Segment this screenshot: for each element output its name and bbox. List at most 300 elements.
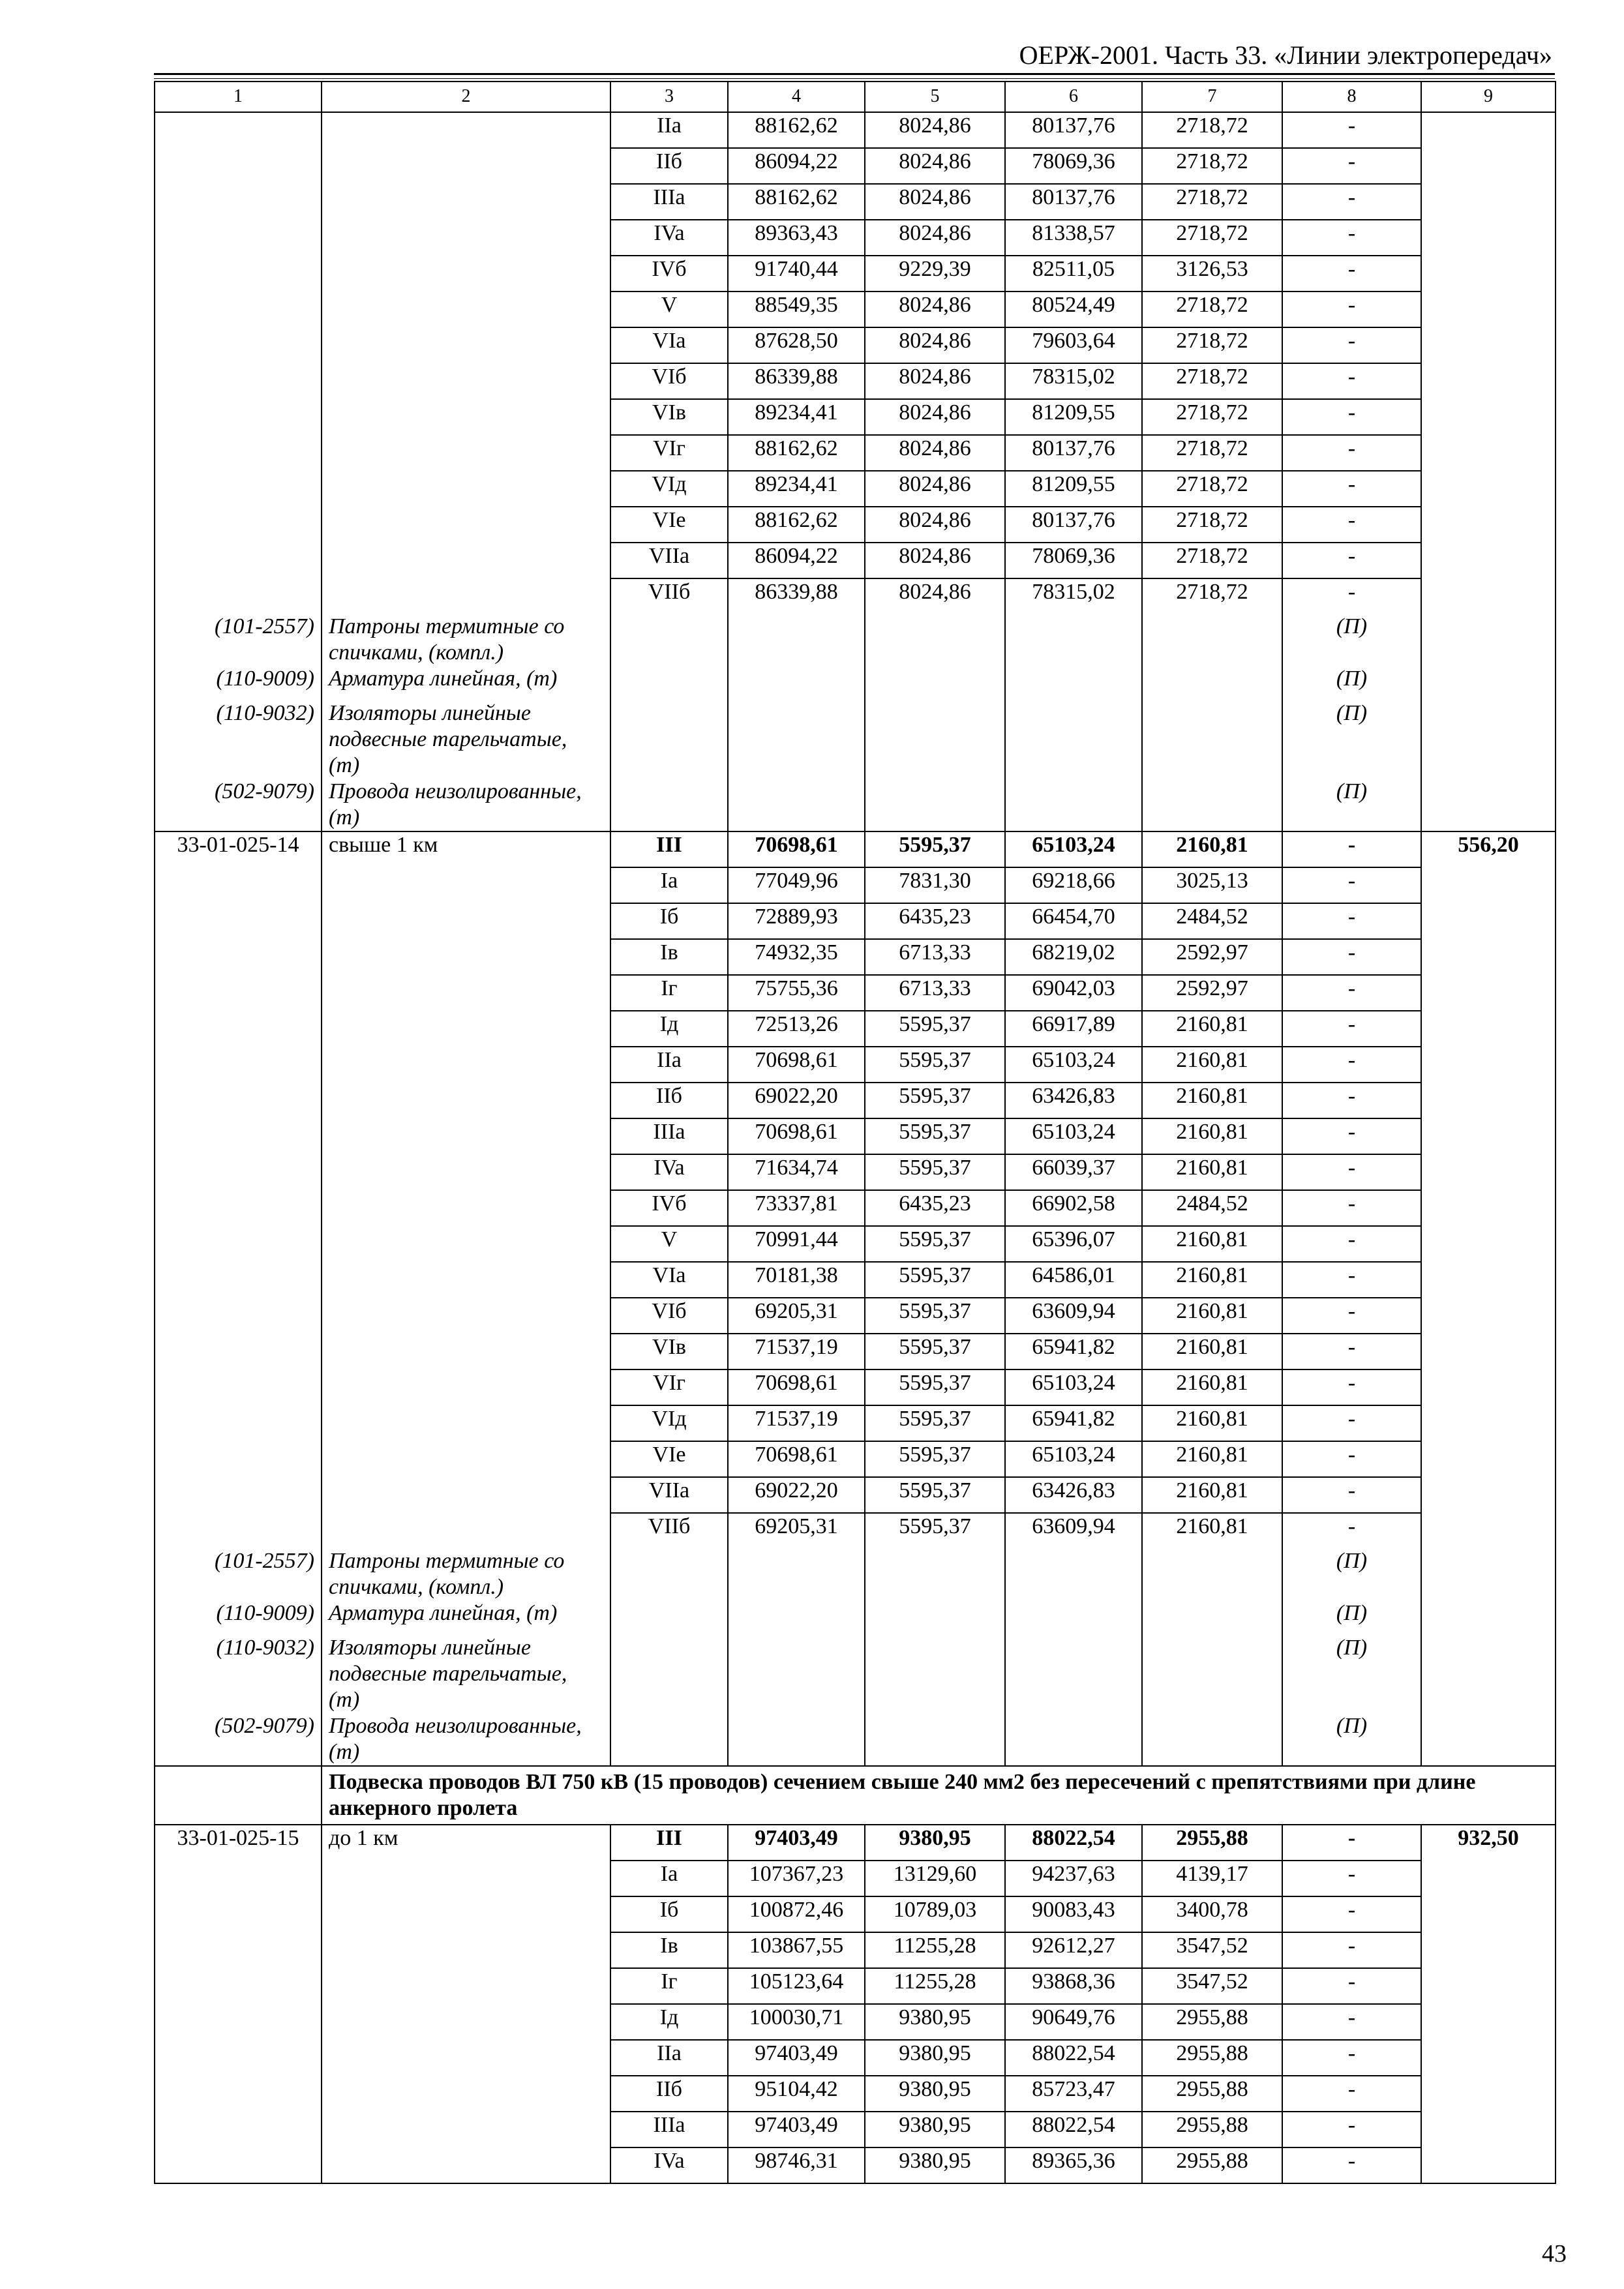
table-row (155, 1896, 1556, 1932)
name-cell-empty (322, 399, 610, 435)
value-cell: 89365,36 (1005, 2147, 1142, 2183)
zone-cell: VIIa (610, 543, 728, 578)
value-cell: - (1282, 2040, 1421, 2076)
resource-empty-cell (1005, 1635, 1142, 1713)
weight-cell-empty (1421, 975, 1556, 1011)
code-cell-empty (155, 867, 322, 903)
value-cell: - (1282, 1226, 1421, 1262)
value-cell: 73337,81 (728, 1190, 865, 1226)
code-cell-empty (155, 184, 322, 220)
zone-cell: VIIб (610, 578, 728, 614)
zone-cell: III (610, 831, 728, 867)
table-row (155, 112, 1556, 148)
code-cell-empty (155, 148, 322, 184)
resource-empty-cell (865, 1548, 1005, 1600)
resource-empty-cell (865, 1635, 1005, 1713)
name-cell-empty (322, 327, 610, 363)
value-cell: - (1282, 1154, 1421, 1190)
table-row (155, 543, 1556, 578)
name-cell-empty (322, 1190, 610, 1226)
value-cell: - (1282, 1047, 1421, 1083)
table-row (155, 1334, 1556, 1369)
name-cell-empty (322, 543, 610, 578)
table-row (155, 256, 1556, 292)
value-cell: 90083,43 (1005, 1896, 1142, 1932)
value-cell: 8024,86 (865, 543, 1005, 578)
resource-mark: (П) (1282, 614, 1421, 666)
table-row (155, 1405, 1556, 1441)
zone-cell: Iд (610, 2004, 728, 2040)
code-cell-empty (155, 903, 322, 939)
resource-row (155, 1548, 1556, 1600)
table-row (155, 2112, 1556, 2147)
value-cell: 80524,49 (1005, 292, 1142, 327)
table-row (155, 1154, 1556, 1190)
page-header (154, 40, 1555, 75)
value-cell: 2160,81 (1142, 1011, 1282, 1047)
name-cell-empty (322, 2112, 610, 2147)
weight-cell-empty (1421, 1548, 1556, 1600)
resource-empty-cell (1005, 1548, 1142, 1600)
value-cell: 91740,44 (728, 256, 865, 292)
resource-name: Изоляторы линейные подвесные тарельчатые, (т) (322, 700, 610, 779)
value-cell: 2955,88 (1142, 1825, 1282, 1861)
value-cell: 63609,94 (1005, 1298, 1142, 1334)
column-number: 7 (1142, 82, 1282, 112)
value-cell: - (1282, 1118, 1421, 1154)
weight-cell-empty (1421, 1369, 1556, 1405)
zone-cell: IVa (610, 220, 728, 256)
resource-empty-cell (1005, 614, 1142, 666)
weight-cell-empty (1421, 471, 1556, 507)
value-cell: 2718,72 (1142, 292, 1282, 327)
value-cell: 2484,52 (1142, 903, 1282, 939)
weight-cell-empty (1421, 1262, 1556, 1298)
resource-empty-cell (865, 779, 1005, 831)
value-cell: 97403,49 (728, 2040, 865, 2076)
resource-empty-cell (1142, 1600, 1282, 1635)
value-cell: - (1282, 1477, 1421, 1513)
column-number: 8 (1282, 82, 1421, 112)
rates-table (154, 81, 1556, 2184)
value-cell: 88162,62 (728, 112, 865, 148)
value-cell: 95104,42 (728, 2076, 865, 2112)
value-cell: 2718,72 (1142, 327, 1282, 363)
value-cell: 88022,54 (1005, 2112, 1142, 2147)
value-cell: 63426,83 (1005, 1477, 1142, 1513)
value-cell: 72513,26 (728, 1011, 865, 1047)
value-cell: 78069,36 (1005, 148, 1142, 184)
resource-empty-cell (865, 700, 1005, 779)
code-cell-empty (155, 292, 322, 327)
weight-cell-empty (1421, 666, 1556, 700)
value-cell: 3547,52 (1142, 1932, 1282, 1968)
name-cell-empty (322, 471, 610, 507)
weight-value: 556,20 (1421, 831, 1556, 867)
value-cell: 3126,53 (1142, 256, 1282, 292)
value-cell: - (1282, 327, 1421, 363)
value-cell: 2718,72 (1142, 148, 1282, 184)
value-cell: 70698,61 (728, 831, 865, 867)
value-cell: 3547,52 (1142, 1968, 1282, 2004)
table-row (155, 1083, 1556, 1118)
value-cell: 69022,20 (728, 1477, 865, 1513)
value-cell: 8024,86 (865, 399, 1005, 435)
zone-cell: IIa (610, 2040, 728, 2076)
value-cell: 2160,81 (1142, 1047, 1282, 1083)
resource-code: (502-9079) (155, 779, 322, 831)
code-cell-empty (155, 543, 322, 578)
value-cell: 75755,36 (728, 975, 865, 1011)
resource-empty-cell (1005, 666, 1142, 700)
table-row (155, 2004, 1556, 2040)
weight-cell-empty (1421, 327, 1556, 363)
value-cell: 2160,81 (1142, 1334, 1282, 1369)
zone-cell: VIв (610, 1334, 728, 1369)
document-title: ОЕРЖ-2001. Часть 33. «Линии электропередач» (1019, 40, 1552, 70)
value-cell: 86339,88 (728, 578, 865, 614)
item-main-row (155, 1825, 1556, 1861)
value-cell: - (1282, 1369, 1421, 1405)
weight-cell-empty (1421, 2076, 1556, 2112)
value-cell: - (1282, 292, 1421, 327)
value-cell: - (1282, 1405, 1421, 1441)
table-row (155, 2076, 1556, 2112)
value-cell: - (1282, 256, 1421, 292)
value-cell: 8024,86 (865, 435, 1005, 471)
resource-empty-cell (865, 1600, 1005, 1635)
resource-empty-cell (1142, 1635, 1282, 1713)
zone-cell: IIб (610, 1083, 728, 1118)
code-cell-empty (155, 1405, 322, 1441)
value-cell: - (1282, 1932, 1421, 1968)
table-row (155, 220, 1556, 256)
table-row (155, 1047, 1556, 1083)
value-cell: 105123,64 (728, 1968, 865, 2004)
resource-empty-cell (1005, 1713, 1142, 1766)
zone-cell: IVa (610, 2147, 728, 2183)
weight-cell-empty (1421, 939, 1556, 975)
weight-cell-empty (1421, 1405, 1556, 1441)
resource-code: (110-9032) (155, 1635, 322, 1713)
value-cell: 2484,52 (1142, 1190, 1282, 1226)
name-cell-empty (322, 578, 610, 614)
resource-name: Арматура линейная, (т) (322, 666, 610, 700)
weight-cell-empty (1421, 2147, 1556, 2183)
code-cell-empty (155, 2004, 322, 2040)
column-number: 2 (322, 82, 610, 112)
resource-row (155, 700, 1556, 779)
zone-cell: VIб (610, 1298, 728, 1334)
resource-mark: (П) (1282, 779, 1421, 831)
value-cell: 69218,66 (1005, 867, 1142, 903)
value-cell: - (1282, 1441, 1421, 1477)
zone-cell: V (610, 1226, 728, 1262)
zone-cell: VIIб (610, 1513, 728, 1548)
code-cell-empty (155, 1118, 322, 1154)
code-cell-empty (155, 1861, 322, 1896)
section-row (155, 1766, 1556, 1825)
resource-empty-cell (610, 1548, 728, 1600)
code-cell-empty (155, 1513, 322, 1548)
resource-name: Провода неизолированные, (т) (322, 779, 610, 831)
value-cell: 70698,61 (728, 1441, 865, 1477)
value-cell: - (1282, 903, 1421, 939)
code-cell-empty (155, 1477, 322, 1513)
name-cell-empty (322, 1861, 610, 1896)
value-cell: 2955,88 (1142, 2112, 1282, 2147)
value-cell: 65103,24 (1005, 1047, 1142, 1083)
weight-cell-empty (1421, 1190, 1556, 1226)
value-cell: - (1282, 578, 1421, 614)
name-cell-empty (322, 1154, 610, 1190)
value-cell: 97403,49 (728, 2112, 865, 2147)
value-cell: 3025,13 (1142, 867, 1282, 903)
weight-cell-empty (1421, 1083, 1556, 1118)
resource-empty-cell (728, 1713, 865, 1766)
table-row (155, 1513, 1556, 1548)
resource-empty-cell (1005, 1600, 1142, 1635)
value-cell: 8024,86 (865, 112, 1005, 148)
value-cell: 88022,54 (1005, 2040, 1142, 2076)
code-cell-empty (155, 1766, 322, 1825)
code-cell-empty (155, 1262, 322, 1298)
value-cell: 6713,33 (865, 975, 1005, 1011)
zone-cell: VIд (610, 1405, 728, 1441)
name-cell-empty (322, 903, 610, 939)
table-row (155, 399, 1556, 435)
value-cell: 8024,86 (865, 327, 1005, 363)
table-row (155, 507, 1556, 543)
code-cell-empty (155, 2147, 322, 2183)
resource-row (155, 614, 1556, 666)
item-name: свыше 1 км (322, 831, 610, 867)
code-cell-empty (155, 1932, 322, 1968)
resource-empty-cell (728, 700, 865, 779)
value-cell: - (1282, 471, 1421, 507)
zone-cell: VIг (610, 1369, 728, 1405)
name-cell-empty (322, 1083, 610, 1118)
weight-cell-empty (1421, 1154, 1556, 1190)
resource-mark: (П) (1282, 1713, 1421, 1766)
table-body (155, 82, 1556, 2183)
item-code: 33-01-025-14 (155, 831, 322, 867)
value-cell: 77049,96 (728, 867, 865, 903)
value-cell: 9380,95 (865, 2040, 1005, 2076)
value-cell: 78315,02 (1005, 578, 1142, 614)
name-cell-empty (322, 256, 610, 292)
value-cell: 5595,37 (865, 1513, 1005, 1548)
resource-empty-cell (728, 1600, 865, 1635)
value-cell: 70698,61 (728, 1369, 865, 1405)
column-number: 9 (1421, 82, 1556, 112)
table-row (155, 1968, 1556, 2004)
value-cell: 80137,76 (1005, 184, 1142, 220)
code-cell-empty (155, 471, 322, 507)
resource-row (155, 1600, 1556, 1635)
value-cell: - (1282, 363, 1421, 399)
value-cell: - (1282, 1083, 1421, 1118)
value-cell: 2718,72 (1142, 220, 1282, 256)
value-cell: 78315,02 (1005, 363, 1142, 399)
value-cell: 5595,37 (865, 1226, 1005, 1262)
value-cell: 8024,86 (865, 220, 1005, 256)
table-row (155, 939, 1556, 975)
weight-cell-empty (1421, 507, 1556, 543)
value-cell: 2955,88 (1142, 2076, 1282, 2112)
zone-cell: VIд (610, 471, 728, 507)
name-cell-empty (322, 1118, 610, 1154)
weight-cell-empty (1421, 363, 1556, 399)
zone-cell: IIб (610, 148, 728, 184)
column-number: 5 (865, 82, 1005, 112)
zone-cell: VIe (610, 1441, 728, 1477)
table-row (155, 578, 1556, 614)
value-cell: 89234,41 (728, 471, 865, 507)
resource-code: (502-9079) (155, 1713, 322, 1766)
weight-cell-empty (1421, 700, 1556, 779)
value-cell: 79603,64 (1005, 327, 1142, 363)
resource-name: Патроны термитные со спичками, (компл.) (322, 1548, 610, 1600)
name-cell-empty (322, 435, 610, 471)
value-cell: 100872,46 (728, 1896, 865, 1932)
name-cell-empty (322, 1932, 610, 1968)
code-cell-empty (155, 1369, 322, 1405)
resource-code: (110-9009) (155, 666, 322, 700)
resource-code: (101-2557) (155, 614, 322, 666)
zone-cell: V (610, 292, 728, 327)
resource-mark: (П) (1282, 700, 1421, 779)
weight-cell-empty (1421, 399, 1556, 435)
value-cell: 2592,97 (1142, 939, 1282, 975)
value-cell: - (1282, 184, 1421, 220)
value-cell: 8024,86 (865, 507, 1005, 543)
value-cell: - (1282, 2112, 1421, 2147)
weight-cell-empty (1421, 1477, 1556, 1513)
zone-cell: VIб (610, 363, 728, 399)
weight-cell-empty (1421, 1513, 1556, 1548)
code-cell-empty (155, 2112, 322, 2147)
resource-row (155, 1635, 1556, 1713)
column-number: 4 (728, 82, 865, 112)
value-cell: - (1282, 1262, 1421, 1298)
value-cell: 86339,88 (728, 363, 865, 399)
value-cell: 66917,89 (1005, 1011, 1142, 1047)
value-cell: 6435,23 (865, 1190, 1005, 1226)
value-cell: 5595,37 (865, 1262, 1005, 1298)
value-cell: 70991,44 (728, 1226, 865, 1262)
zone-cell: Iг (610, 975, 728, 1011)
zone-cell: IIa (610, 112, 728, 148)
value-cell: - (1282, 1861, 1421, 1896)
resource-empty-cell (610, 1713, 728, 1766)
value-cell: 13129,60 (865, 1861, 1005, 1896)
value-cell: - (1282, 975, 1421, 1011)
value-cell: 69205,31 (728, 1298, 865, 1334)
weight-cell-empty (1421, 2112, 1556, 2147)
zone-cell: VIa (610, 327, 728, 363)
value-cell: 2718,72 (1142, 578, 1282, 614)
name-cell-empty (322, 867, 610, 903)
code-cell-empty (155, 1968, 322, 2004)
name-cell-empty (322, 1226, 610, 1262)
resource-empty-cell (728, 1635, 865, 1713)
table-row (155, 1298, 1556, 1334)
code-cell-empty (155, 112, 322, 148)
weight-cell-empty (1421, 1226, 1556, 1262)
table-row (155, 1118, 1556, 1154)
resource-empty-cell (728, 779, 865, 831)
value-cell: 88162,62 (728, 507, 865, 543)
resource-empty-cell (1142, 666, 1282, 700)
zone-cell: IVб (610, 256, 728, 292)
value-cell: 90649,76 (1005, 2004, 1142, 2040)
name-cell-empty (322, 939, 610, 975)
resource-empty-cell (610, 1600, 728, 1635)
name-cell-empty (322, 1441, 610, 1477)
resource-empty-cell (610, 614, 728, 666)
value-cell: 2160,81 (1142, 1477, 1282, 1513)
value-cell: 64586,01 (1005, 1262, 1142, 1298)
item-code: 33-01-025-15 (155, 1825, 322, 1861)
value-cell: 2160,81 (1142, 1154, 1282, 1190)
value-cell: 9380,95 (865, 2147, 1005, 2183)
name-cell-empty (322, 1298, 610, 1334)
code-cell-empty (155, 1298, 322, 1334)
zone-cell: Iд (610, 1011, 728, 1047)
value-cell: 5595,37 (865, 1298, 1005, 1334)
value-cell: 8024,86 (865, 363, 1005, 399)
value-cell: 2160,81 (1142, 1226, 1282, 1262)
value-cell: 103867,55 (728, 1932, 865, 1968)
code-cell-empty (155, 256, 322, 292)
value-cell: 2160,81 (1142, 1369, 1282, 1405)
resource-mark: (П) (1282, 1635, 1421, 1713)
value-cell: 9380,95 (865, 2112, 1005, 2147)
value-cell: 70181,38 (728, 1262, 865, 1298)
name-cell-empty (322, 1334, 610, 1369)
value-cell: 10789,03 (865, 1896, 1005, 1932)
value-cell: 72889,93 (728, 903, 865, 939)
weight-cell-empty (1421, 184, 1556, 220)
table-row (155, 1441, 1556, 1477)
resource-row (155, 779, 1556, 831)
value-cell: 5595,37 (865, 1441, 1005, 1477)
name-cell-empty (322, 363, 610, 399)
value-cell: 86094,22 (728, 543, 865, 578)
value-cell: 2718,72 (1142, 112, 1282, 148)
weight-cell-empty (1421, 903, 1556, 939)
value-cell: - (1282, 867, 1421, 903)
value-cell: 11255,28 (865, 1968, 1005, 2004)
value-cell: 68219,02 (1005, 939, 1142, 975)
name-cell-empty (322, 1477, 610, 1513)
zone-cell: Iб (610, 903, 728, 939)
weight-value: 932,50 (1421, 1825, 1556, 1861)
zone-cell: VIa (610, 1262, 728, 1298)
value-cell: - (1282, 1011, 1421, 1047)
column-number-row (155, 82, 1556, 112)
value-cell: 98746,31 (728, 2147, 865, 2183)
value-cell: 85723,47 (1005, 2076, 1142, 2112)
value-cell: 88022,54 (1005, 1825, 1142, 1861)
value-cell: 9380,95 (865, 2076, 1005, 2112)
value-cell: 2955,88 (1142, 2147, 1282, 2183)
name-cell-empty (322, 2076, 610, 2112)
value-cell: 89363,43 (728, 220, 865, 256)
code-cell-empty (155, 1011, 322, 1047)
value-cell: 2160,81 (1142, 1118, 1282, 1154)
